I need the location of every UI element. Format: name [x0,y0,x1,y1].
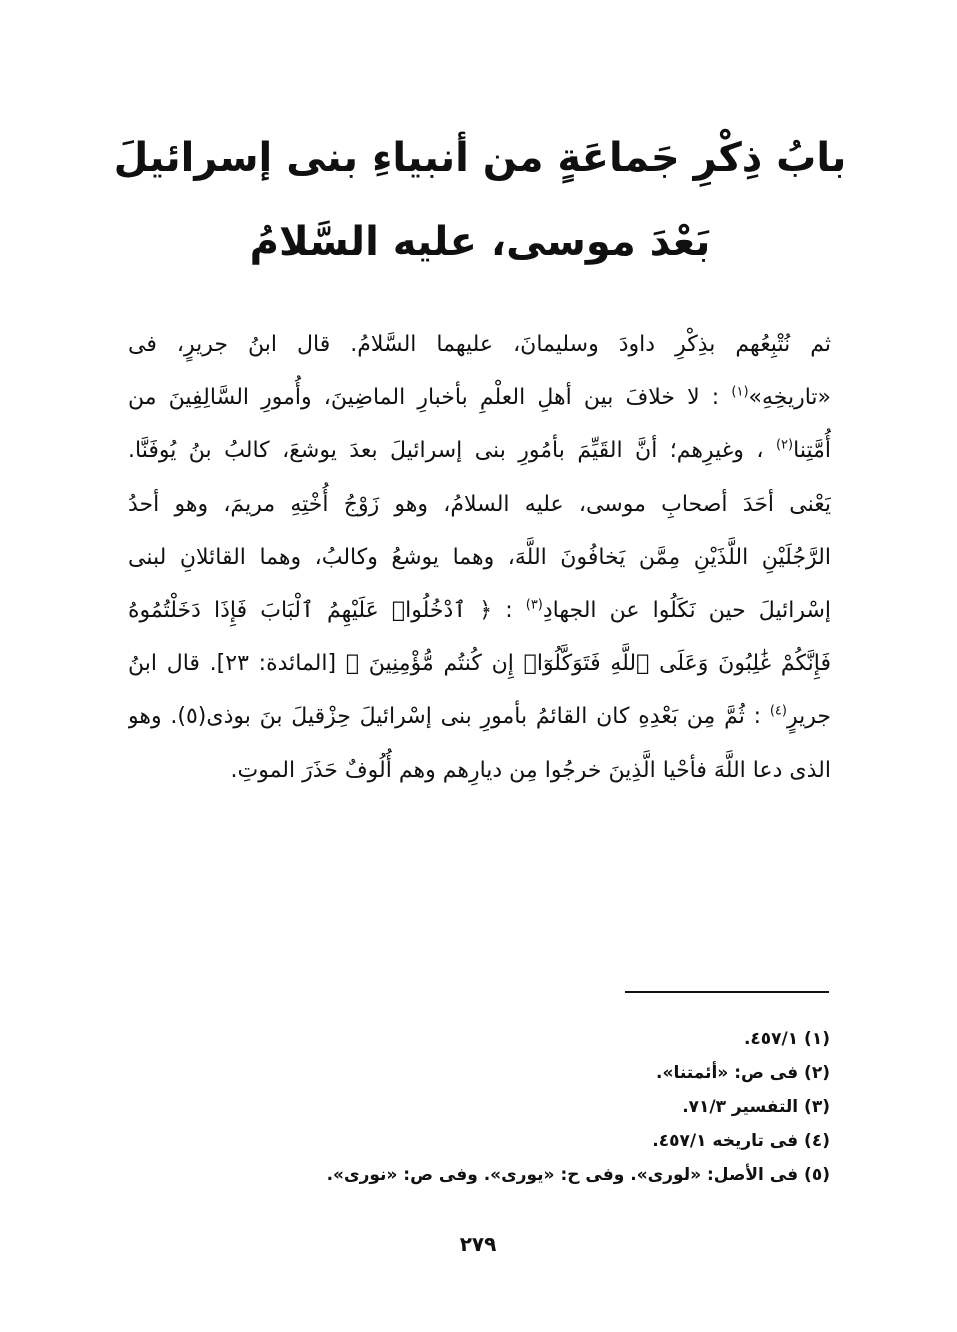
body-text-segment: يَعْنى أحَدَ أصحابِ موسى، عليه السلامُ، وهو زَوْجُ أُخْتِهِ مريمَ، وهو أحدُ [128,491,831,517]
body-line [128,531,831,584]
page-number: ٢٧٩ [459,1232,497,1256]
body-line [128,478,831,531]
footnotes [300,1022,830,1192]
body-text-segment: أُمَّتِنا [793,438,831,464]
body-line [128,318,831,371]
footnote-reference: (٢) [775,438,794,454]
body-line [128,690,831,743]
footnote-separator [625,991,829,993]
body-text-segment: «تاريخِهِ» [748,385,831,411]
footnote: (٤) فى تاريخه ٤٥٧/١. [652,1131,830,1151]
body-text-segment: : ثُمَّ مِن بَعْدِهِ كان القائمُ بأمورِ بنى إسْرائيلَ حِزْقيلَ بنَ بوذى(٥). وهو [128,704,762,730]
body-text-segment: الرَّجُلَيْنِ اللَّذَيْنِ مِمَّن يَخافُونَ اللَّهَ، وهما يوشعُ وكالبُ، وهما القائلانِ لبنى [128,544,831,570]
footnote-reference: (١) [731,384,749,400]
body-text-segment: جريرٍ [786,704,831,730]
footnote: (٢) فى ص: «أئمتنا». [656,1063,830,1083]
quran-quote: فَإِنَّكُمْ غَٰلِبُونَ وَعَلَى ٱللَّهِ فَتَوَكَّلُوٓا۟ إِن كُنتُم مُّؤْمِنِينَ ﴾ [المائدة: ٢٣]. قال ابنُ [128,651,831,677]
footnote: (٥) فى الأصل: «لورى». وفى ح: «يورى». وفى ص: «نورى». [326,1165,830,1185]
body-text-segment: ، وغيرِهم؛ أنَّ القَيِّمَ بأمُورِ بنى إسرائيلَ بعدَ يوشعَ، كالبُ بنُ يُوفَنَّا. [128,438,764,464]
body-text-segment: إسْرائيلَ حين نَكَلُوا عن الجهادِ [542,597,831,623]
body-line [128,584,831,637]
body-text-segment: ثم نُتْبِعُهم بذِكْرِ داودَ وسليمانَ، عليهما السَّلامُ. قال ابنُ جريرٍ، فى [128,332,831,357]
chapter-title-line-2: بَعْدَ موسى، عليه السَّلامُ [249,219,711,265]
footnote-reference: (٤) [769,703,787,719]
body-line [128,744,831,797]
footnote: (٣) التفسير ٧١/٣. [682,1097,830,1117]
body-line [128,371,831,424]
body-text-segment: : لا خلافَ بين أهلِ العلْمِ بأخبارِ الماضِينَ، وأُمورِ السَّالِفِينَ من [128,385,720,411]
footnote: (١) ٤٥٧/١. [743,1029,830,1049]
body-paragraph [128,318,831,797]
footnote-reference: (٣) [525,597,543,613]
quran-quote: : ﴿ ٱدْخُلُوا۟ عَلَيْهِمُ ٱلْبَابَ فَإِذَا دَخَلْتُمُوهُ [128,597,513,623]
body-line [128,637,831,690]
body-text-segment: الذى دعا اللَّهَ فأحْيا الَّذِينَ خرجُوا مِن ديارِهم وهم أُلُوفٌ حَذَرَ الموتِ. [230,757,831,783]
body-line [128,424,831,477]
chapter-title-line-1: بابُ ذِكْرِ جَماعَةٍ من أنبياءِ بنى إسرائيلَ [113,135,847,181]
